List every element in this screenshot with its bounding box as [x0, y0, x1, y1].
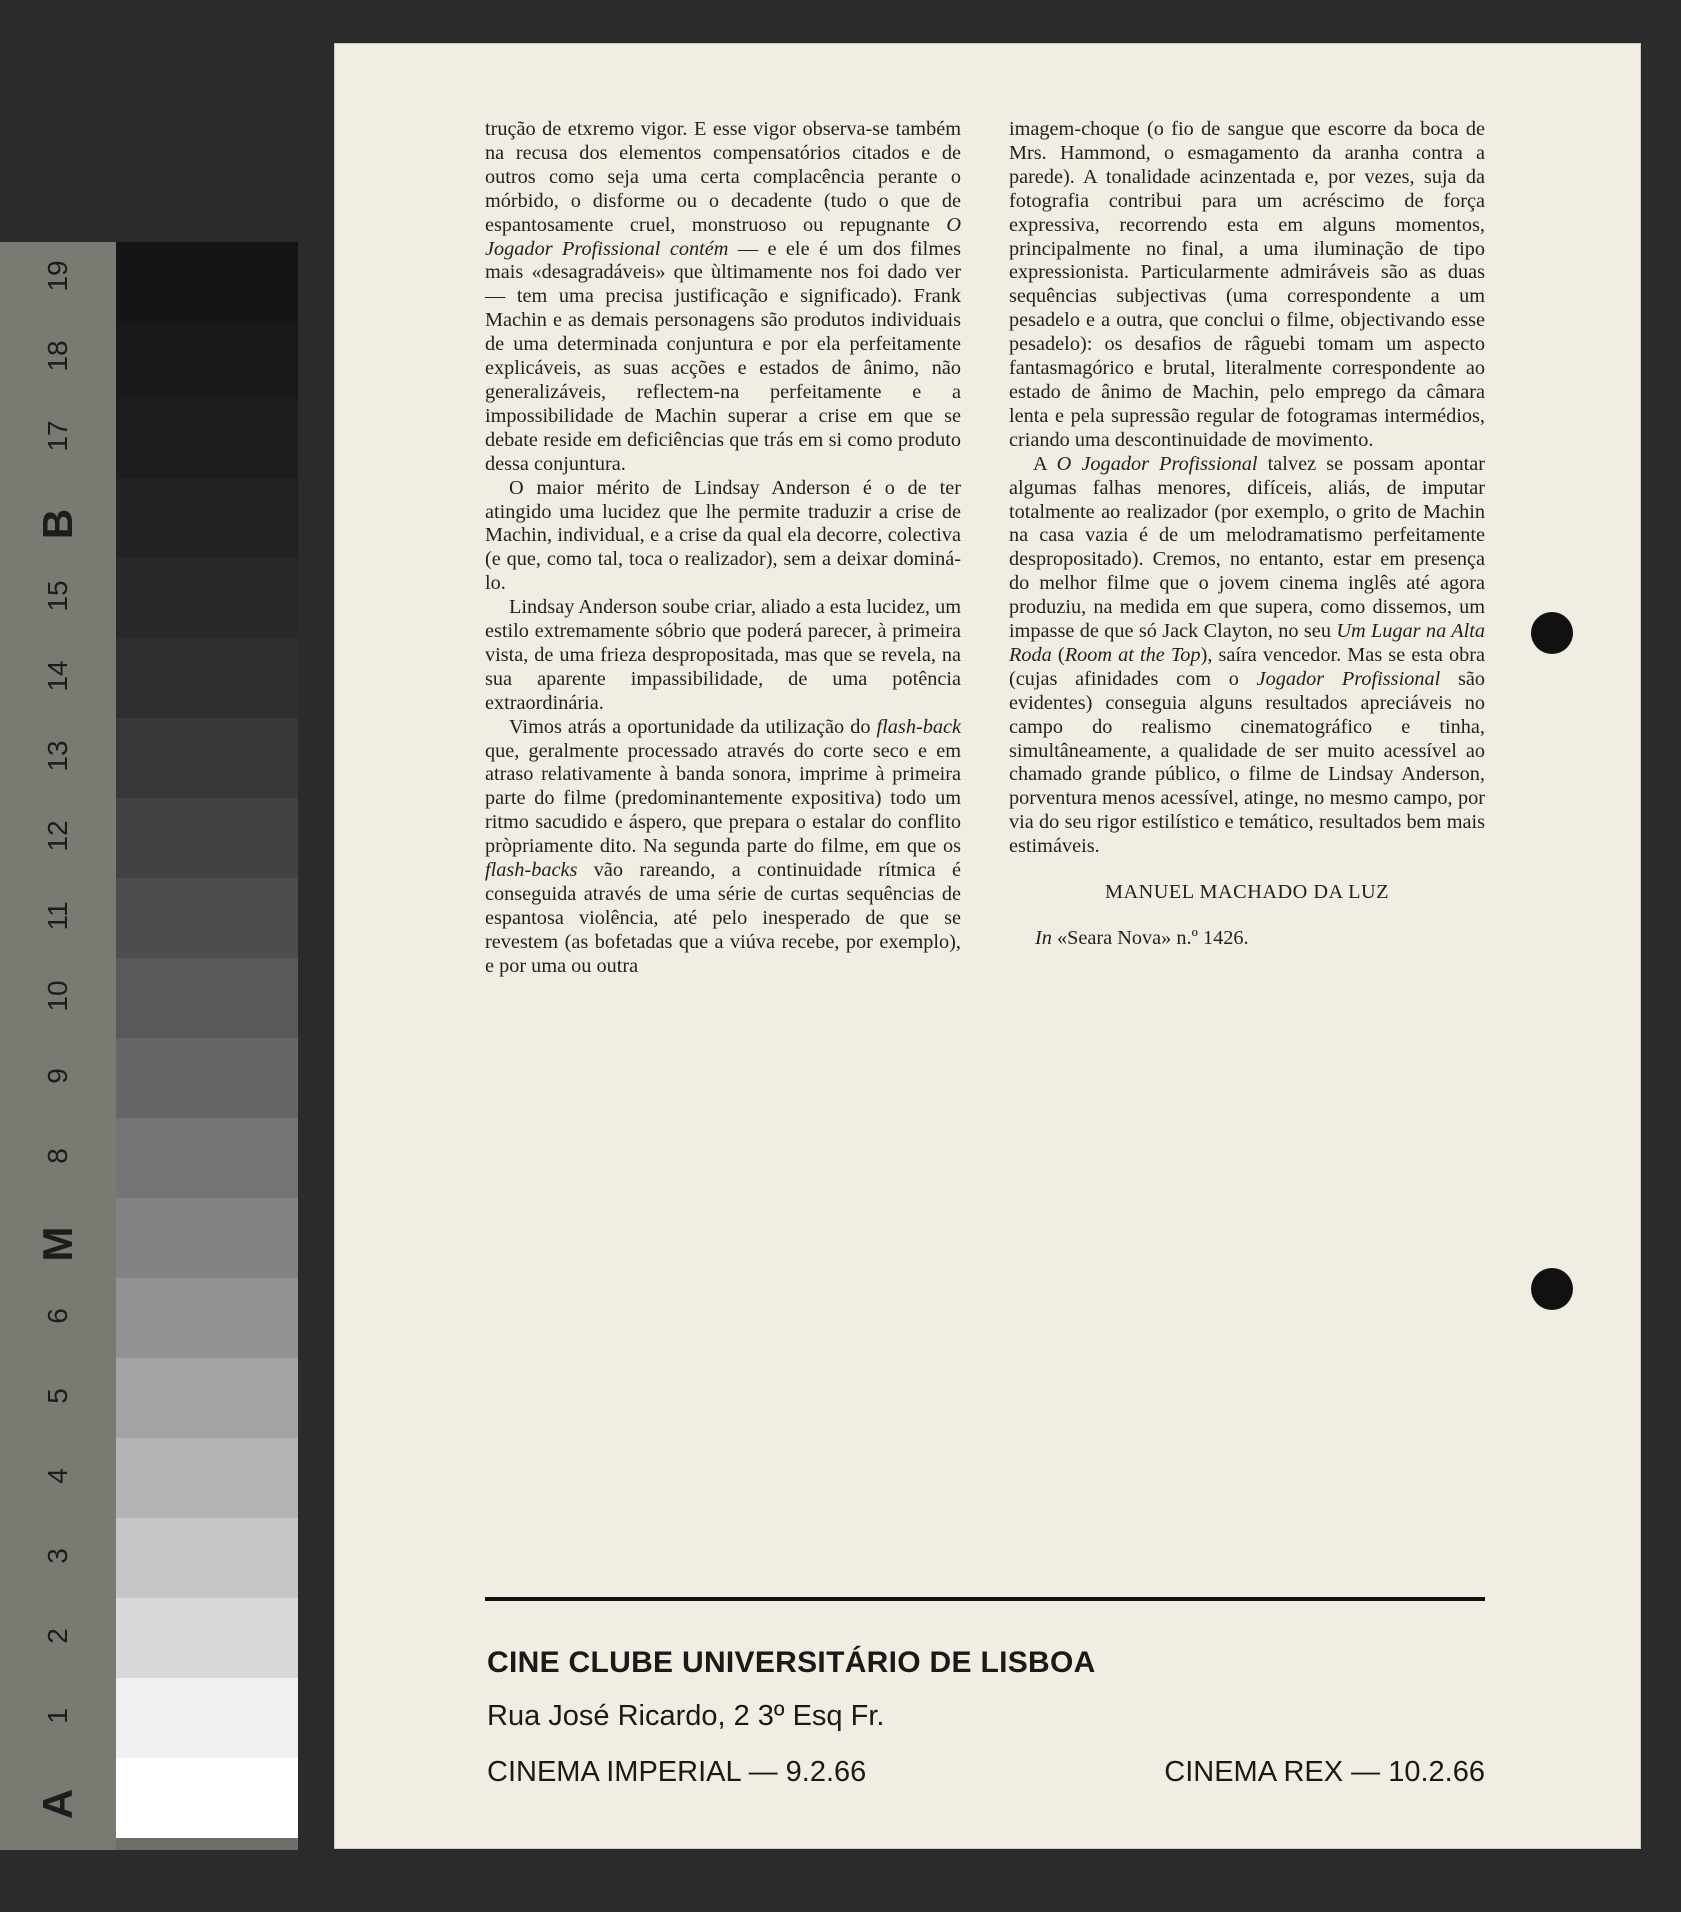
scale-label: 4 — [42, 1468, 73, 1484]
scale-label: B — [34, 508, 81, 540]
gray-patch — [116, 1438, 298, 1518]
scale-labels — [0, 242, 116, 1850]
punch-hole-top — [1531, 612, 1573, 654]
gray-patch — [116, 1118, 298, 1198]
gray-patch — [116, 718, 298, 798]
gray-patch — [116, 398, 298, 478]
gray-patch — [116, 878, 298, 958]
scale-label: 18 — [42, 340, 73, 372]
scale-label: 13 — [42, 740, 73, 772]
gray-patch — [116, 1598, 298, 1678]
paragraph: trução de etxremo vigor. E esse vigor observa-se também na recusa dos elementos compensatórios citados e de outros como seja uma certa complacência perante o mórbido, o disforme ou o decadente (tudo o que de espantosamente cruel, monstruoso ou repugnante O Jogador Profissional contém — e ele é um dos filmes mais «desagradáveis» que ùltimamente nos foi dado ver — tem uma precisa justificação e significado). Frank Machin e as demais personagens são produtos individuais de uma determinada conjuntura e por ela perfeitamente explicáveis, as suas acções e estados de ânimo, não generalizáveis, reflectem-na perfeitamente e a impossibilidade de Machin superar a crise em que se debate reside em deficiências que trás em si como produto dessa conjuntura. — [485, 118, 961, 475]
scale-label: 15 — [42, 580, 73, 612]
screening-rex: CINEMA REX — 10.2.66 — [1164, 1756, 1485, 1788]
gray-patches — [116, 242, 298, 1850]
gray-patch — [116, 1278, 298, 1358]
source-citation: In «Seara Nova» n.º 1426. — [1035, 927, 1249, 949]
document-page — [335, 44, 1640, 1848]
scale-label: 17 — [42, 420, 73, 452]
scale-label: 5 — [42, 1388, 73, 1404]
gray-patch — [116, 1198, 298, 1278]
gray-patch — [116, 242, 298, 322]
gray-patch — [116, 798, 298, 878]
screening-imperial: CINEMA IMPERIAL — 9.2.66 — [487, 1756, 867, 1788]
scale-label: 12 — [42, 820, 73, 852]
gray-patch — [116, 558, 298, 638]
paragraph: imagem-choque (o fio de sangue que escorre da boca de Mrs. Hammond, o esmagamento da aranha contra a parede). A tonalidade acinzentada e, por vezes, suja da fotografia contribui para um acréscimo de força expressiva, recorrendo esta em alguns momentos, principalmente no final, a uma iluminação de tipo expressionista. Particularmente admiráveis são as duas sequências subjectivas (uma correspondente a um pesadelo e a outra, que conclui o filme, objectivando esse pesadelo): os desafios de râguebi tomam um aspecto fantasmagórico e brutal, literalmente correspondente ao estado de ânimo de Machin, pelo emprego da câmara lenta e pela supressão regular de fotogramas intermédios, criando uma descontinuidade de movimento. — [1009, 118, 1485, 451]
gray-patch — [116, 1038, 298, 1118]
scale-label: 8 — [42, 1148, 73, 1164]
gray-patch — [116, 1518, 298, 1598]
gray-patch — [116, 638, 298, 718]
scale-label: M — [34, 1226, 81, 1262]
scale-label: A — [34, 1788, 81, 1820]
scale-label: 10 — [42, 980, 73, 1012]
author-signature: MANUEL MACHADO DA LUZ — [1104, 881, 1390, 904]
gray-patch — [116, 958, 298, 1038]
gray-patch — [116, 478, 298, 558]
scale-label: 1 — [42, 1708, 73, 1724]
gray-patch — [116, 1678, 298, 1758]
paragraph: Vimos atrás a oportunidade da utilização do flash-back que, geralmente processado através do corte seco e em atraso relativamente à banda sonora, imprime à primeira parte do filme (predominantemente expositiva) todo um ritmo sacudido e áspero, que prepara o estalar do conflito pròpriamente dito. Na segunda parte do filme, em que os flash-backs vão rareando, a continuidade rítmica é conseguida através de uma série de curtas sequências de espantosa violência, até pelo inesperado de que se revestem (as bofetadas que a viúva recebe, por exemplo), e por uma ou outra — [485, 715, 961, 977]
color-scale-card — [0, 242, 298, 1850]
scale-label: 19 — [42, 260, 73, 292]
scale-label: 11 — [42, 901, 73, 931]
paragraph: Lindsay Anderson soube criar, aliado a esta lucidez, um estilo extremamente sóbrio que poderá parecer, à primeira vista, de uma frieza despropositada, mas que se revela, na sua aparente impassibilidade, de uma potência extraordinária. — [485, 596, 961, 714]
scale-label: 2 — [42, 1628, 73, 1644]
article-column-left — [485, 118, 961, 979]
paragraph: O maior mérito de Lindsay Anderson é o de ter atingido uma lucidez que lhe permite traduzir a crise de Machin, individual, e a crise da qual ela decorre, colectiva (e que, como tal, toca o realizador), sem a deixar dominá-lo. — [485, 476, 961, 595]
scale-label: 3 — [42, 1548, 73, 1564]
gray-patch — [116, 318, 298, 398]
scale-label: 14 — [42, 660, 73, 692]
scale-label: 6 — [42, 1308, 73, 1324]
footer-divider — [485, 1597, 1485, 1601]
gray-patch — [116, 1758, 298, 1838]
club-address: Rua José Ricardo, 2 3º Esq Fr. — [487, 1700, 885, 1732]
article-column-right — [1009, 118, 1485, 951]
paragraph: A O Jogador Profissional talvez se possam apontar algumas falhas menores, difíceis, aliás, de imputar totalmente ao realizador (por exemplo, o grito de Machin na casa vazia é de um melodramatismo perfeitamente despropositado). Cremos, no entanto, estar em presença do melhor filme que o jovem cinema inglês até agora produziu, na medida em que supera, como dissemos, um impasse de que só Jack Clayton, no seu Um Lugar na Alta Roda (Room at the Top), saíra vencedor. Mas se esta obra (cujas afinidades com o Jogador Profissional são evidentes) conseguia alguns resultados apreciáveis no campo do realismo cinematográfico e tinha, simultâneamente, a qualidade de ser muito acessível ao chamado grande público, o filme de Lindsay Anderson, porventura menos acessível, atinge, no mesmo campo, por via do seu rigor estilístico e temático, resultados bem mais estimáveis. — [1009, 452, 1486, 858]
punch-hole-bottom — [1531, 1268, 1573, 1310]
scale-label: 9 — [42, 1068, 73, 1084]
club-name: CINE CLUBE UNIVERSITÁRIO DE LISBOA — [487, 1646, 1096, 1679]
gray-patch — [116, 1358, 298, 1438]
